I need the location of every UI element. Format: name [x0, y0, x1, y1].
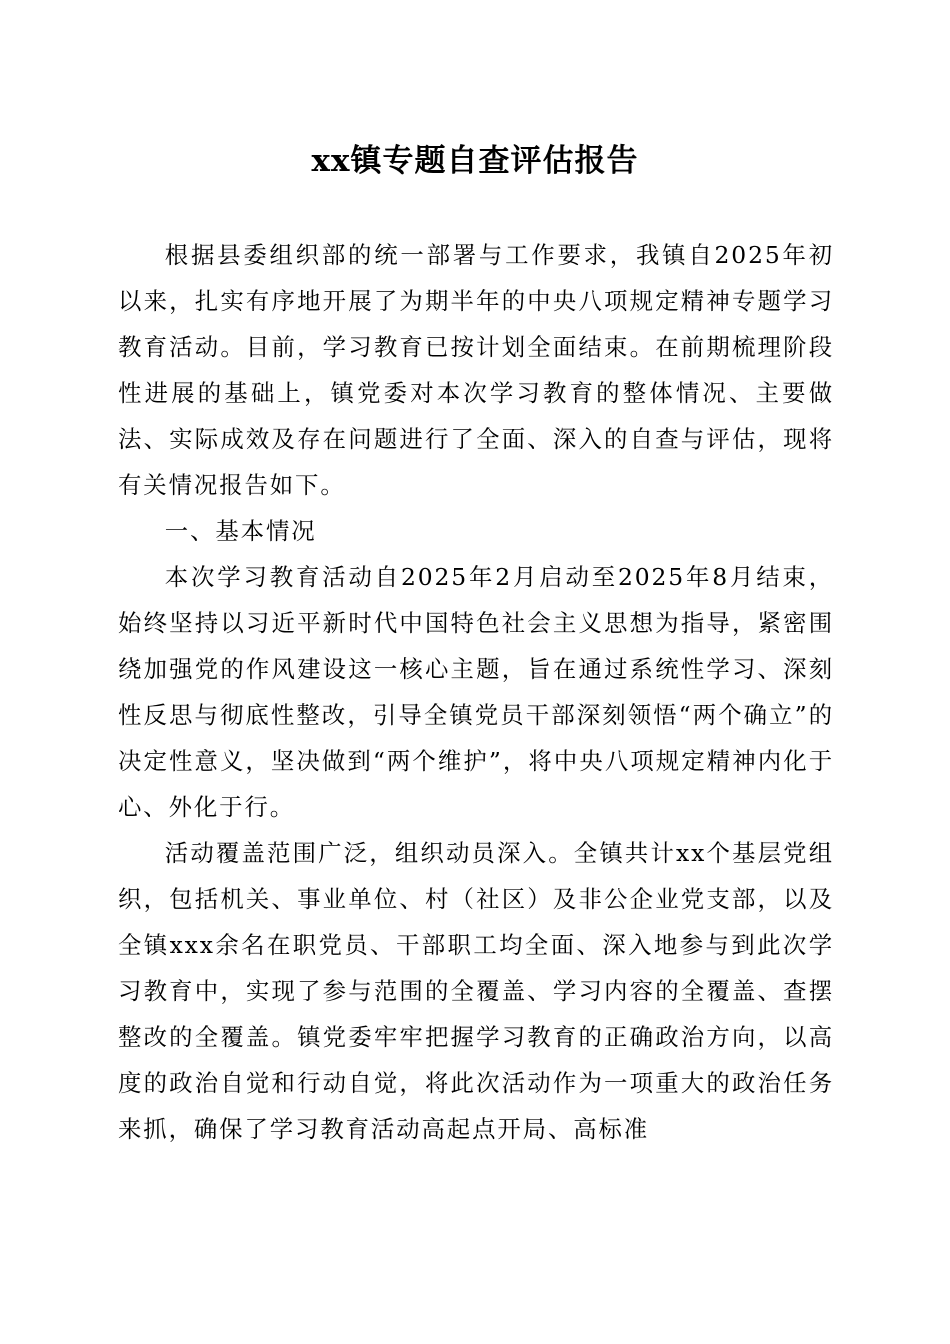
intro-paragraph: 根据县委组织部的统一部署与工作要求，我镇自2025年初以来，扎实有序地开展了为期半年的中央八项规定精神专题学习教育活动。目前，学习教育已按计划全面结束。在前期梳理阶段性进展的基础上，镇党委对本次学习教育的整体情况、主要做法、实际成效及存在问题进行了全面、深入的自查与评估，现将有关情况报告如下。 [118, 241, 834, 499]
document-title: xx镇专题自查评估报告 [311, 143, 639, 179]
document-body [118, 232, 834, 1152]
section1-paragraph-1: 本次学习教育活动自2025年2月启动至2025年8月结束，始终坚持以习近平新时代中国特色社会主义思想为指导，紧密围绕加强党的作风建设这一核心主题，旨在通过系统性学习、深刻性反思与彻底性整改，引导全镇党员干部深刻领悟“两个确立”的决定性意义，坚决做到“两个维护”，将中央八项规定精神内化于心、外化于行。 [118, 563, 834, 821]
section-heading-basic-situation: 一、基本情况 [164, 517, 317, 545]
section1-paragraph-2: 活动覆盖范围广泛，组织动员深入。全镇共计xx个基层党组织，包括机关、事业单位、村（社区）及非公企业党支部，以及全镇xxx余名在职党员、干部职工均全面、深入地参与到此次学习教育中，实现了参与范围的全覆盖、学习内容的全覆盖、查摆整改的全覆盖。镇党委牢牢把握学习教育的正确政治方向，以高度的政治自觉和行动自觉，将此次活动作为一项重大的政治任务来抓，确保了学习教育活动高起点开局、高标准 [118, 839, 834, 1143]
